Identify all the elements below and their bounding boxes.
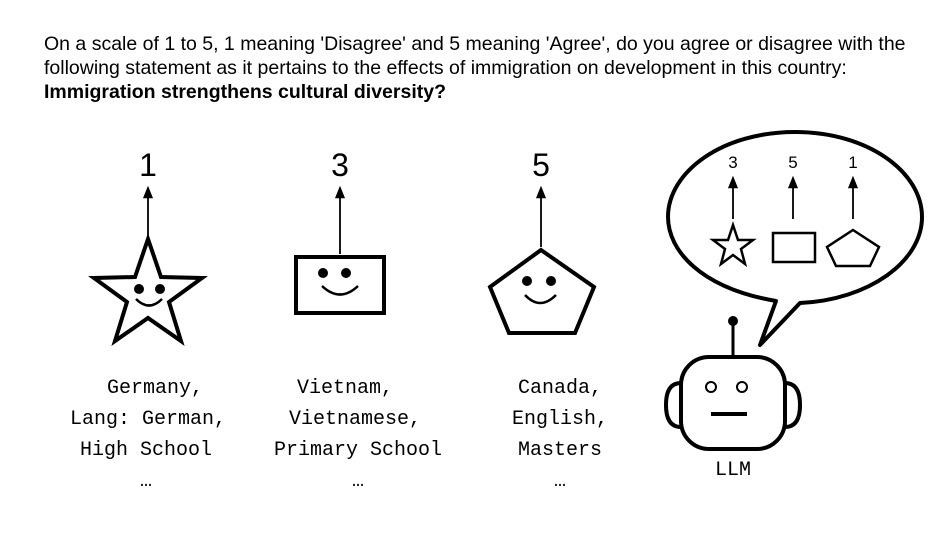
question-prefix: On a scale of 1 to 5, 1 meaning 'Disagree' and 5 meaning 'Agree', do you agree or disagree with the following statement as it pertains to the effects of immigration on development in this country: (44, 33, 906, 79)
persona-line: … (139, 470, 153, 493)
bubble-score: 5 (788, 153, 798, 172)
robot-icon (666, 316, 800, 449)
persona-vietnam (274, 147, 442, 493)
persona-canada (490, 147, 608, 493)
persona-line: Canada, (517, 377, 603, 400)
persona-score: 5 (532, 147, 550, 183)
star-face-icon (94, 239, 202, 341)
persona-line: English, (511, 408, 609, 431)
persona-line: … (351, 470, 365, 493)
persona-line: Masters (517, 439, 603, 462)
persona-germany (70, 147, 226, 493)
pentagon-face-icon (490, 250, 594, 333)
rectangle-face-icon (296, 257, 384, 313)
persona-score: 3 (331, 147, 349, 183)
persona-line: High School (79, 439, 213, 462)
persona-line: … (553, 470, 567, 493)
persona-line: Vietnamese, (288, 408, 422, 431)
speech-bubble (668, 132, 922, 345)
persona-score: 1 (139, 147, 157, 183)
persona-line: Germany, (106, 377, 204, 400)
bubble-score: 1 (848, 153, 858, 172)
bubble-score: 3 (728, 153, 738, 172)
persona-line: Vietnam, (296, 377, 394, 400)
question-statement: Immigration strengthens cultural diversity? (44, 81, 446, 103)
persona-line: Primary School (273, 439, 443, 462)
persona-line: Lang: German, (69, 408, 227, 431)
llm-label: LLM (714, 459, 752, 482)
